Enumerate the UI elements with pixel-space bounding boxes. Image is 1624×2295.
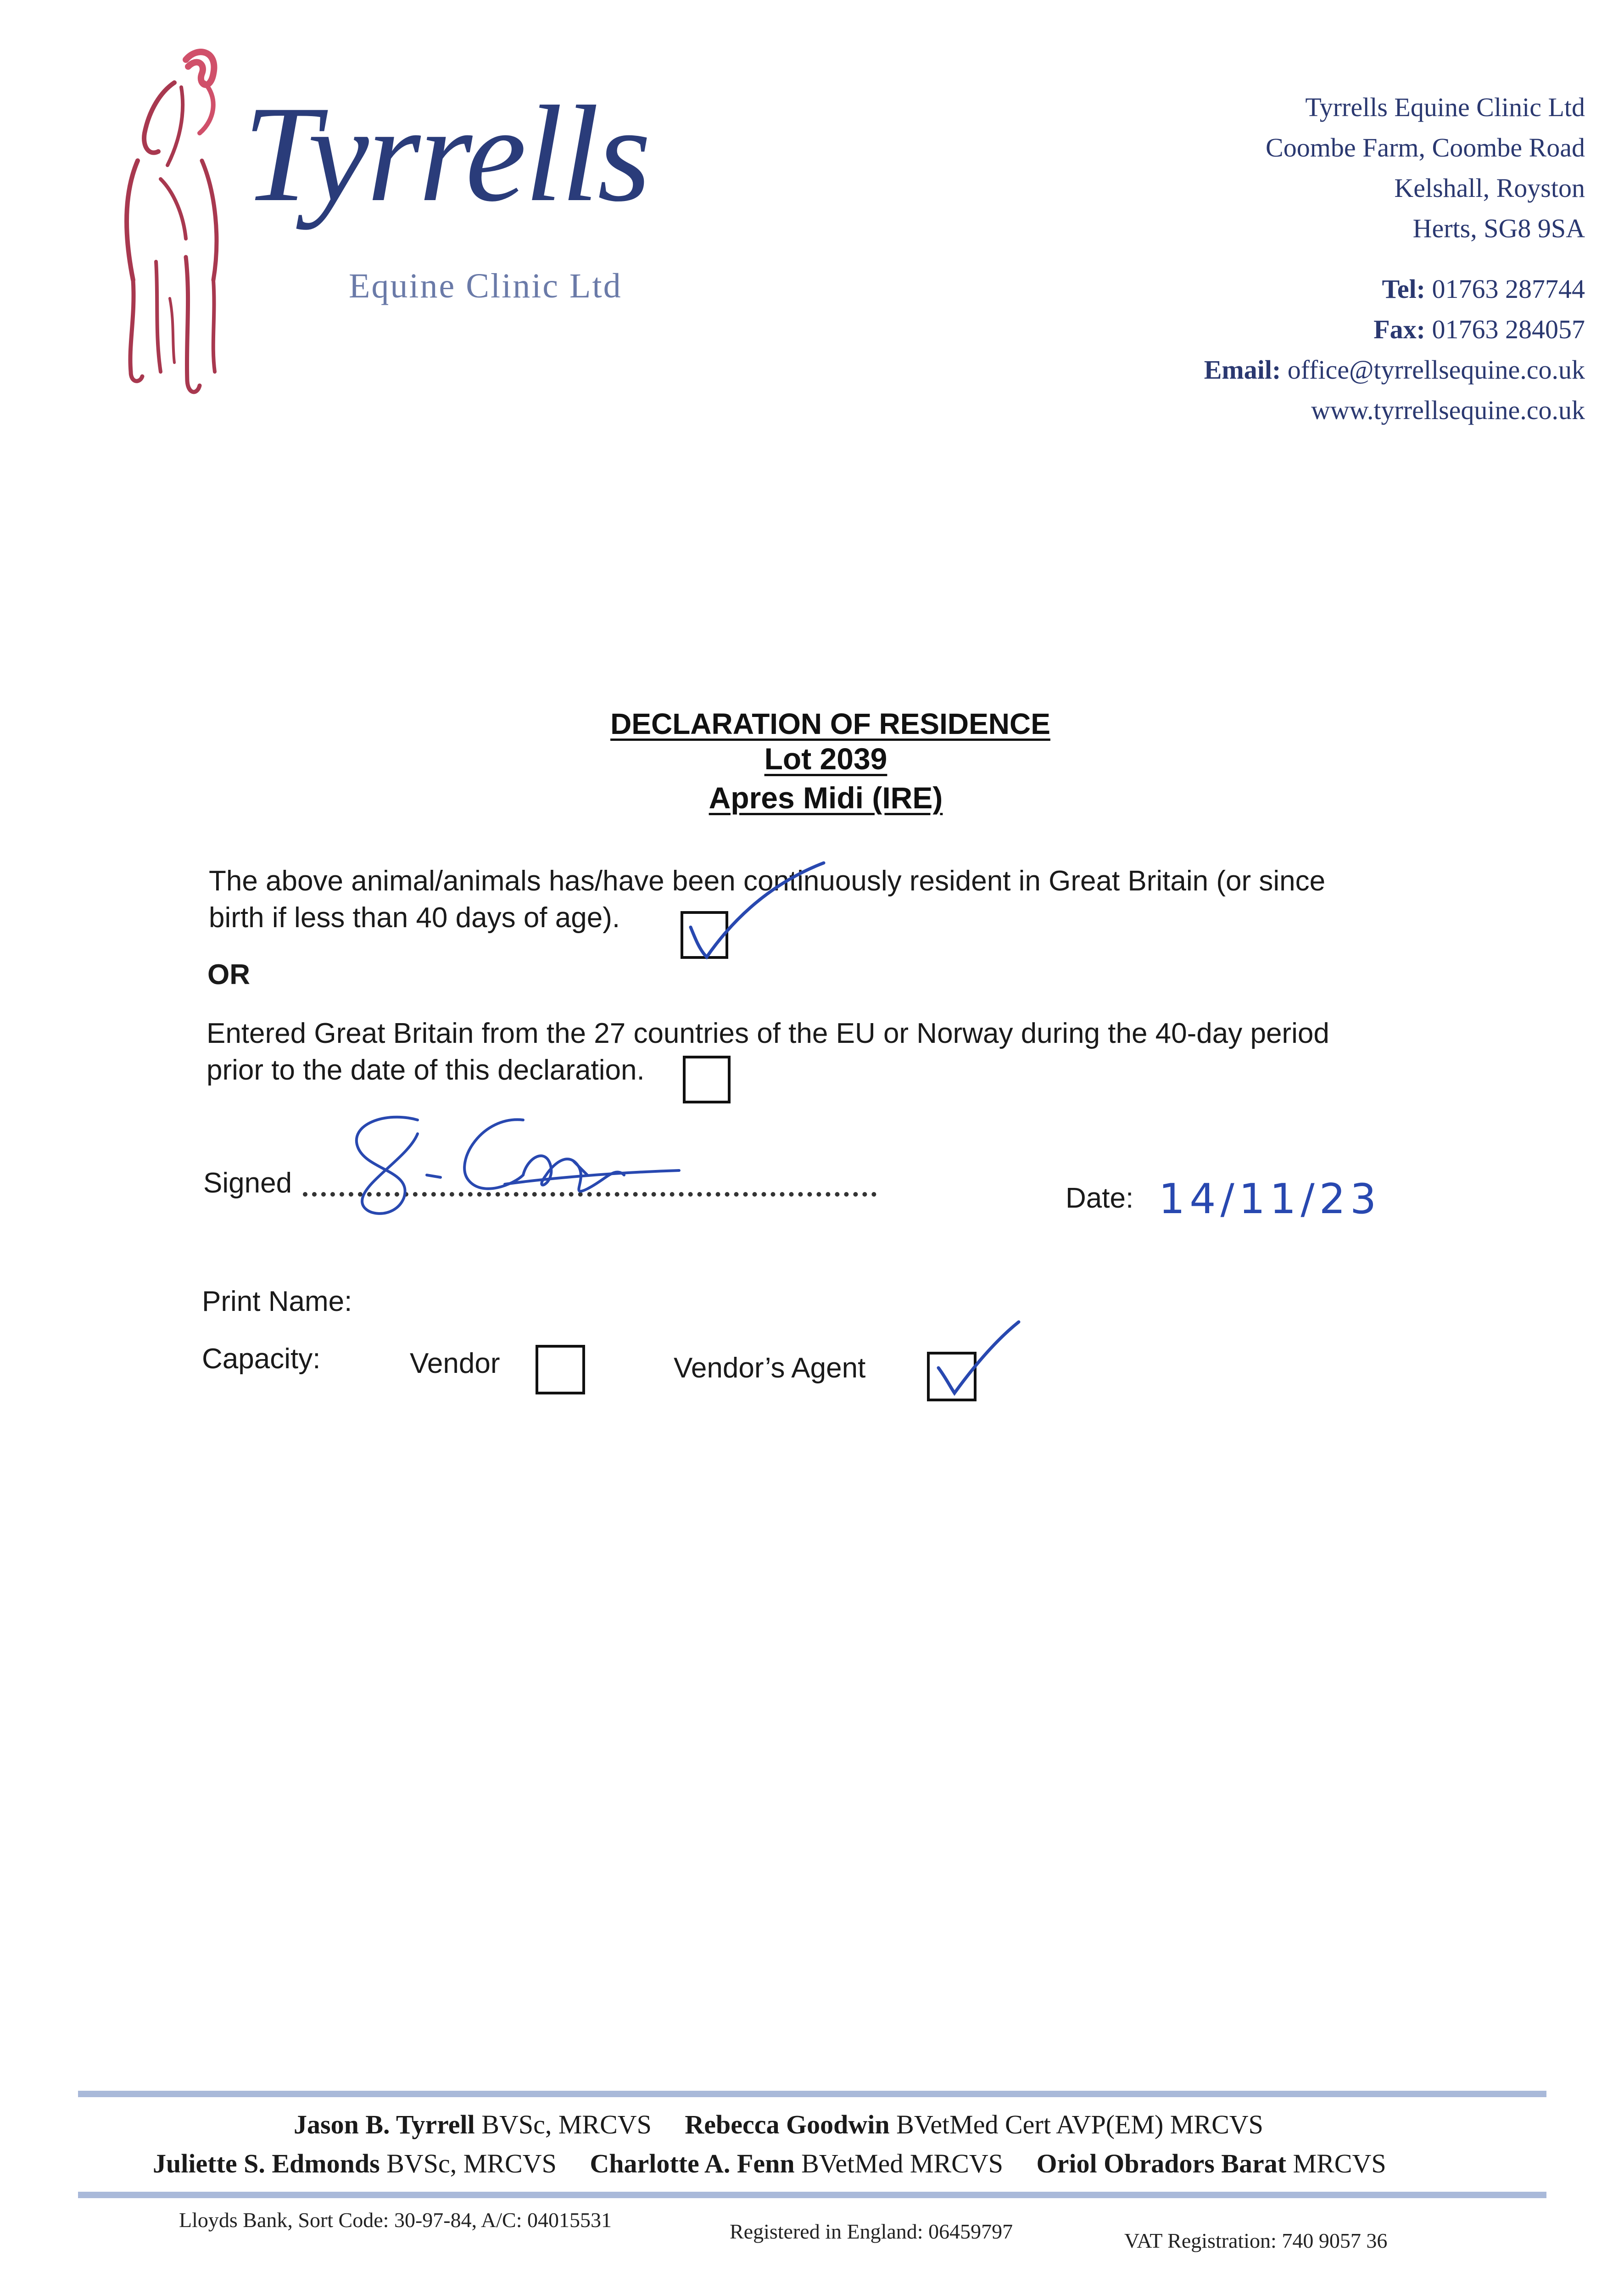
tel-label: Tel: — [1382, 274, 1425, 304]
vet-quals: MRCVS — [1293, 2149, 1386, 2178]
email-value: office@tyrrellsequine.co.uk — [1287, 355, 1585, 385]
address-line: Tyrrells Equine Clinic Ltd — [1305, 92, 1585, 122]
signed-label: Signed — [203, 1167, 292, 1199]
signature-image — [330, 1106, 698, 1230]
vet-name: Rebecca Goodwin — [685, 2110, 890, 2139]
bank-details: Lloyds Bank, Sort Code: 30-97-84, A/C: 04015531 — [179, 2208, 612, 2232]
vet-name: Charlotte A. Fenn — [590, 2149, 795, 2178]
tel-line — [988, 269, 1585, 309]
vet-name: Oriol Obradors Barat — [1036, 2149, 1287, 2178]
fax-label: Fax: — [1373, 314, 1425, 344]
vendor-label: Vendor — [410, 1348, 500, 1379]
vet-name: Juliette S. Edmonds — [153, 2149, 380, 2178]
horse-logo-icon — [106, 41, 257, 409]
horse-name: Apres Midi (IRE) — [709, 781, 943, 815]
capacity-label: Capacity: — [202, 1343, 321, 1375]
vet-quals: BVSc, MRCVS — [481, 2110, 652, 2139]
brand-subtitle: Equine Clinic Ltd — [349, 267, 622, 305]
vet-quals: BVetMed Cert AVP(EM) MRCVS — [896, 2110, 1263, 2139]
tick-icon — [932, 1317, 1023, 1400]
footer-vets-row2 — [153, 2148, 1386, 2179]
date-value[interactable]: 14/11/23 — [1159, 1175, 1381, 1223]
option2-line1: Entered Great Britain from the 27 countries of the EU or Norway during the 40-day period — [206, 1018, 1329, 1049]
address-line: Kelshall, Royston — [1394, 173, 1585, 203]
lot-number: Lot 2039 — [764, 742, 887, 776]
email-label: Email: — [1204, 355, 1281, 385]
clinic-logo — [106, 41, 679, 418]
fax-value: 01763 284057 — [1432, 314, 1585, 344]
address-line: Herts, SG8 9SA — [1412, 213, 1585, 243]
option2-text — [206, 1015, 1491, 1089]
option1-line1: The above animal/animals has/have been continuously resident in Great Britain (or since — [209, 865, 1326, 897]
option2-line2: prior to the date of this declaration. — [206, 1054, 645, 1086]
vendors-agent-label: Vendor’s Agent — [674, 1352, 866, 1384]
vet-name: Jason B. Tyrrell — [294, 2110, 475, 2139]
tel-value: 01763 287744 — [1432, 274, 1585, 304]
option1-line2: birth if less than 40 days of age). — [209, 902, 620, 934]
tick-icon — [686, 858, 833, 964]
option2-checkbox[interactable] — [683, 1056, 731, 1103]
brand-name: Tyrrells — [243, 78, 649, 230]
footer-divider — [78, 2192, 1546, 2198]
document-title: DECLARATION OF RESIDENCE — [610, 707, 1050, 740]
vat-registration: VAT Registration: 740 9057 36 — [1124, 2229, 1388, 2252]
address-line: Coombe Farm, Coombe Road — [1266, 133, 1585, 162]
vendor-checkbox[interactable] — [536, 1345, 585, 1394]
date-label: Date: — [1066, 1182, 1134, 1214]
footer-divider — [78, 2091, 1546, 2097]
vet-quals: BVetMed MRCVS — [801, 2149, 1004, 2178]
email-line — [988, 350, 1585, 390]
footer-vets-row1 — [294, 2109, 1263, 2140]
vet-quals: BVSc, MRCVS — [386, 2149, 557, 2178]
fax-line — [988, 309, 1585, 350]
website-line: www.tyrrellsequine.co.uk — [1311, 395, 1585, 425]
clinic-address-block — [988, 87, 1585, 431]
print-name-label: Print Name: — [202, 1286, 352, 1317]
or-label: OR — [207, 959, 250, 991]
company-registration: Registered in England: 06459797 — [730, 2220, 1013, 2243]
